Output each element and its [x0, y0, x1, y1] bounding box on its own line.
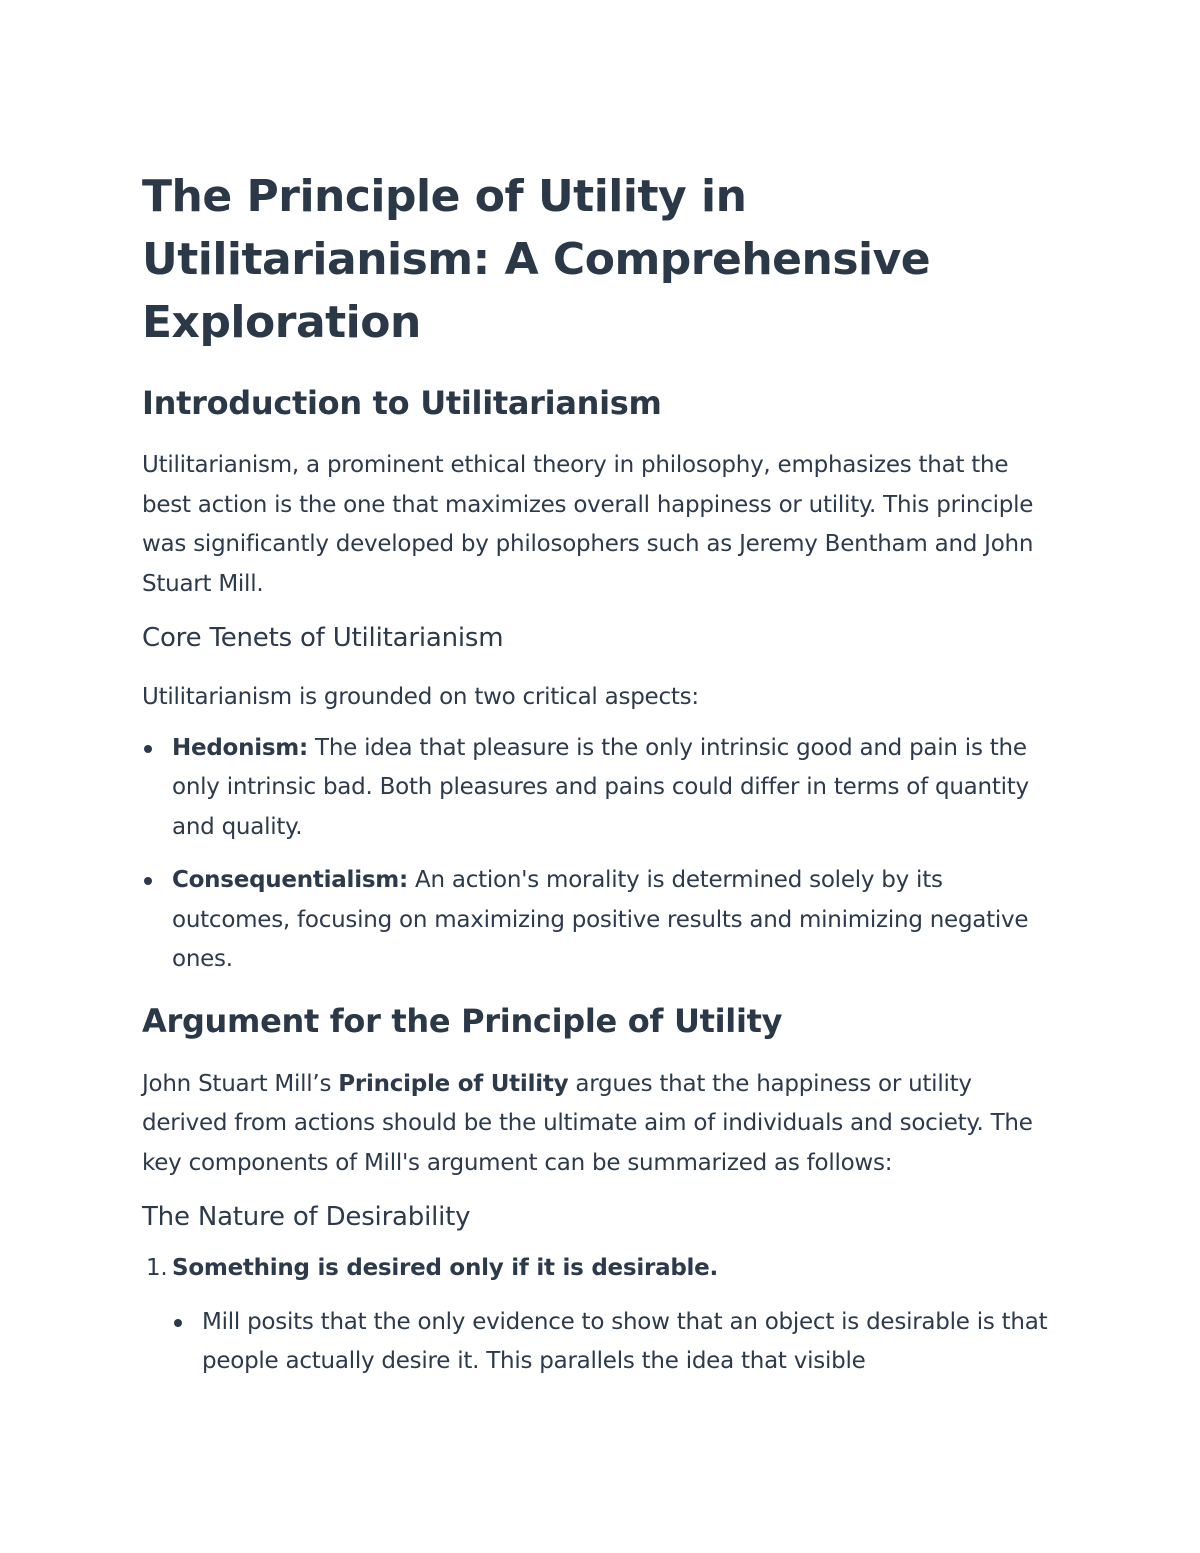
- text-consequentialism: An action's morality is determined solely by its outcomes, focusing on maximizing positive results and minimizing negative ones.: [172, 867, 1029, 972]
- list-item-hedonism: [142, 729, 1062, 848]
- desirability-sub-list: [172, 1303, 1062, 1382]
- document-title: The Principle of Utility in Utilitarianism: A Comprehensive Exploration: [142, 171, 931, 348]
- argument-text-bold: Principle of Utility: [338, 1070, 569, 1097]
- argument-text-post: argues that the happiness or utility derived from actions should be the ultimate aim of individuals and society. The key components of Mill's argument can be summarized as follows:: [142, 1070, 1033, 1176]
- text-hedonism: The idea that pleasure is the only intrinsic good and pain is the only intrinsic bad. Both pleasures and pains could differ in terms of quantity and quality.: [172, 734, 1029, 840]
- sub-item-text: Mill posits that the only evidence to show that an object is desirable is that people actually desire it. This parallels the idea that visible: [202, 1308, 1048, 1374]
- core-tenets-heading: Core Tenets of Utilitarianism: [142, 623, 504, 653]
- list-number: 1.: [146, 1255, 168, 1281]
- core-tenets-list: [142, 729, 1062, 980]
- list-item-consequentialism: [142, 861, 1062, 980]
- desirability-list: [142, 1249, 1062, 1382]
- intro-heading: Introduction to Utilitarianism: [142, 384, 662, 422]
- core-tenets-lead: Utilitarianism is grounded on two critical aspects:: [142, 684, 699, 710]
- bullet-icon: [144, 745, 152, 753]
- document-page: [142, 165, 1062, 1382]
- sub-list-item: [172, 1303, 1062, 1382]
- bullet-icon: [144, 877, 152, 885]
- bullet-icon: [174, 1319, 182, 1327]
- list-item-desirability-1: [142, 1249, 1062, 1382]
- argument-text-pre: John Stuart Mill’s: [142, 1070, 339, 1097]
- argument-heading: Argument for the Principle of Utility: [142, 1001, 783, 1040]
- desirability-item-title: Something is desired only if it is desirable.: [172, 1255, 719, 1281]
- argument-paragraph: [142, 1065, 1062, 1184]
- term-hedonism: Hedonism:: [172, 734, 308, 761]
- desirability-heading: The Nature of Desirability: [142, 1202, 471, 1232]
- term-consequentialism: Consequentialism:: [172, 867, 408, 893]
- intro-paragraph: Utilitarianism, a prominent ethical theory in philosophy, emphasizes that the best action is the one that maximizes overall happiness or utility. This principle was significantly developed by philosophers such as Jeremy Bentham and John Stuart Mill.: [142, 452, 1034, 597]
